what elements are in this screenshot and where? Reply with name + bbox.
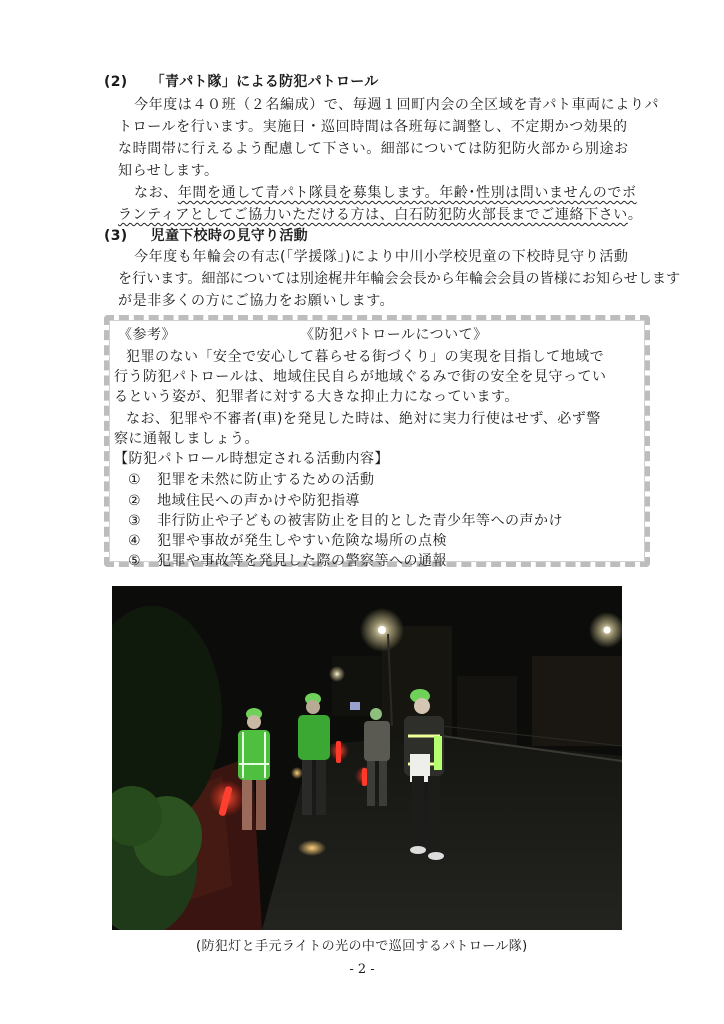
patrol-photo xyxy=(112,586,622,930)
reference-text-line: なお、犯罪や不審者(車)を発見した時は、絶対に実力行使はせず、必ず警 xyxy=(126,411,601,427)
reference-tag: 《参考》 xyxy=(118,327,176,343)
item-text: 犯罪や事故等を発見した際の警察等への通報 xyxy=(157,553,448,569)
activity-item xyxy=(128,551,447,571)
activity-item xyxy=(128,511,563,531)
text-line: 今年度も年輪会の有志(「学援隊」)により中川小学校児童の下校時見守り活動 xyxy=(134,249,629,265)
text-line: が是非多くの方にご協力をお願いします。 xyxy=(118,293,395,309)
item-number: ④ xyxy=(128,533,142,549)
section-2-paragraph-1 xyxy=(118,94,668,182)
photo-caption: (防犯灯と手元ライトの光の中で巡回するパトロール隊) xyxy=(196,939,528,954)
recruitment-notice-line-2: ランティアとしてご協力いただける方は、白石防犯防火部長までご連絡下さい xyxy=(118,207,628,223)
item-text: 犯罪を未然に防止するための活動 xyxy=(157,472,375,488)
section-3-paragraph xyxy=(118,246,681,312)
reference-text-line: 行う防犯パトロールは、地域住民自らが地域ぐるみで街の安全を見守ってい xyxy=(114,369,607,385)
activity-item xyxy=(128,531,447,551)
reference-text-line: 犯罪のない「安全で安心して暮らせる街づくり」の実現を目指して地域で xyxy=(126,349,605,365)
section-3-heading xyxy=(104,226,308,246)
item-number: ③ xyxy=(128,513,142,529)
page-number: - 2 - xyxy=(349,962,375,977)
activity-item xyxy=(128,491,360,511)
item-number: ① xyxy=(128,472,142,488)
text-line: トロールを行います。実施日・巡回時間は各班毎に調整し、不定期かつ効果的 xyxy=(118,119,628,135)
item-number: ② xyxy=(128,493,142,509)
section-3-number: (3) xyxy=(104,228,128,244)
section-3-title: 児童下校時の見守り活動 xyxy=(150,228,308,244)
item-number: ⑤ xyxy=(128,553,142,569)
section-2-paragraph-2 xyxy=(118,182,678,226)
text-line: 知らせします。 xyxy=(118,163,219,179)
text-line: 今年度は４０班（２名編成）で、毎週１回町内会の全区域を青パト車両によりパ xyxy=(134,97,660,113)
activity-list-title: 【防犯パトロール時想定される活動内容】 xyxy=(114,451,389,467)
item-text: 地域住民への声かけや防犯指導 xyxy=(157,493,361,509)
reference-title: 《防犯パトロールについて》 xyxy=(300,327,488,343)
text-line: な時間帯に行えるよう配慮して下さい。細部については防犯防火部から別途お xyxy=(118,141,629,157)
item-text: 非行防止や子どもの被害防止を目的とした青少年等への声かけ xyxy=(157,513,564,529)
item-text: 犯罪や事故が発生しやすい危険な場所の点検 xyxy=(157,533,448,549)
recruitment-notice-line-1: 年間を通して青パト隊員を募集します。年齢･性別は問いませんのでボ xyxy=(177,185,637,201)
para-end: 。 xyxy=(627,207,643,223)
reference-text-line: 察に通報しましょう。 xyxy=(114,431,259,447)
activity-item xyxy=(128,470,375,490)
para-prefix: なお、 xyxy=(134,185,178,201)
reference-box xyxy=(104,315,650,567)
reference-text-line: るという姿が、犯罪者に対する大きな抑止力になっています。 xyxy=(114,389,519,405)
patrol-photo-illustration xyxy=(112,586,622,930)
section-2-title: 「青パト隊」による防犯パトロール xyxy=(150,74,379,90)
section-2-heading xyxy=(104,72,379,92)
text-line: を行います。細部については別途梶井年輪会会長から年輪会会員の皆様にお知らせします xyxy=(118,271,681,287)
section-2-number: (2) xyxy=(104,74,128,90)
